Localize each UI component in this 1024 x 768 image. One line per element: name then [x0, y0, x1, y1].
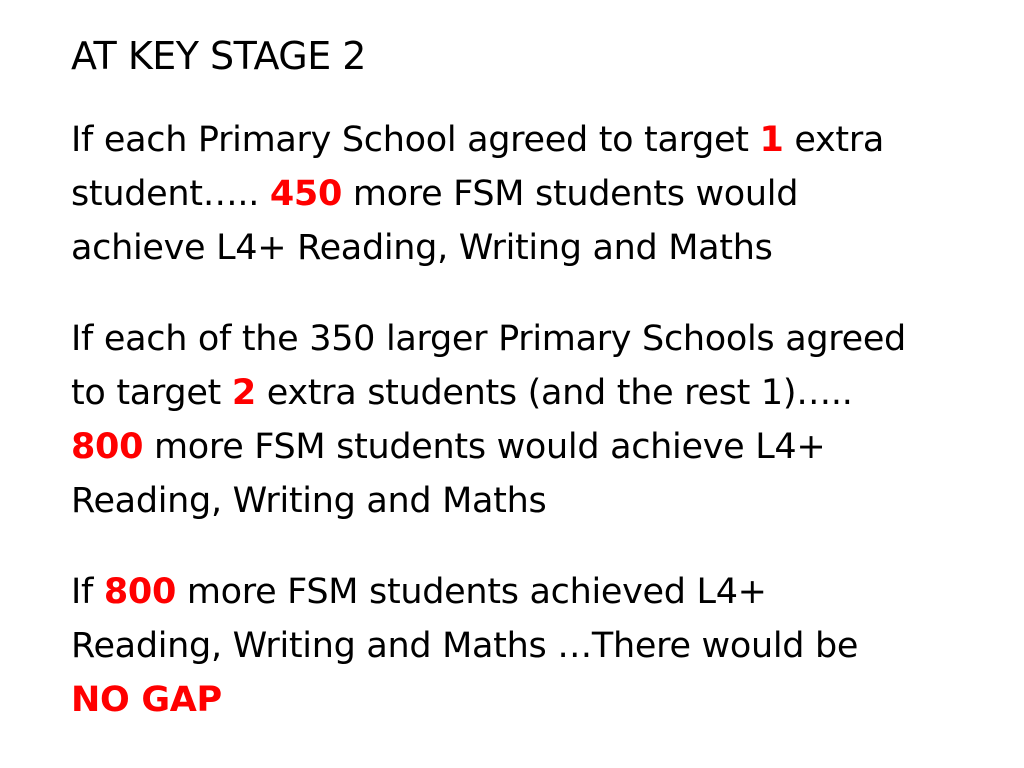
no-gap-callout: NO GAP — [71, 680, 222, 720]
text-segment: more FSM students achieved L4+ — [176, 572, 767, 612]
highlight-number: 800 — [71, 427, 144, 467]
text-segment: extra — [783, 120, 885, 160]
highlight-number: 800 — [103, 572, 177, 612]
text-segment: more FSM students would achieve L4+ — [143, 427, 826, 467]
text-segment: If — [71, 572, 104, 612]
text-segment: extra students (and the rest 1)….. — [255, 373, 853, 413]
text-segment: If each of the 350 larger Primary Schools agreed — [71, 319, 906, 359]
text-segment: Reading, Writing and Maths — [71, 481, 547, 521]
slide-title: AT KEY STAGE 2 — [71, 34, 366, 78]
paragraph-one-extra-student — [71, 113, 971, 275]
highlight-number: 2 — [231, 373, 256, 413]
highlight-number: 1 — [759, 120, 784, 160]
paragraph-two-extra-students — [71, 312, 971, 528]
paragraph-no-gap — [71, 565, 971, 727]
text-segment: Reading, Writing and Maths …There would be — [71, 626, 859, 666]
text-segment: If each Primary School agreed to target — [71, 120, 760, 160]
text-segment: student….. — [71, 174, 270, 214]
text-segment: to target — [71, 373, 232, 413]
text-segment: more FSM students would — [342, 174, 799, 214]
highlight-number: 450 — [269, 174, 343, 214]
text-segment: achieve L4+ Reading, Writing and Maths — [71, 228, 773, 268]
